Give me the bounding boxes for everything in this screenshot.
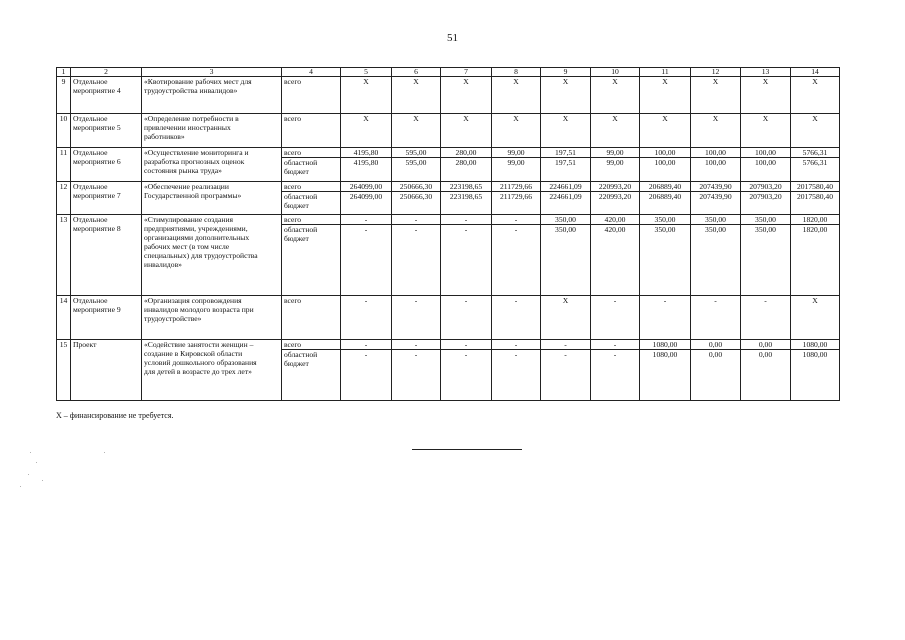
cell-line: Х	[612, 77, 618, 86]
value-cell	[541, 114, 591, 148]
cell-line: мероприятие 7	[73, 191, 121, 200]
value-cell	[441, 296, 492, 340]
header-cell: 2	[71, 68, 142, 77]
table-row	[57, 296, 840, 340]
closing-rule	[412, 449, 522, 450]
cell-line: 420,00	[591, 215, 639, 225]
header-cell: 8	[492, 68, 541, 77]
cell-line: -	[364, 225, 368, 234]
funding-source	[282, 340, 341, 401]
cell-line: Проект	[73, 340, 97, 349]
cell-line: 595,00	[405, 158, 427, 167]
value-cell	[441, 114, 492, 148]
footnote: Х – финансирование не требуется.	[56, 411, 174, 420]
cell-line: Отдельное	[73, 182, 108, 191]
cell-line: -	[364, 296, 368, 305]
cell-line: 595,00	[392, 148, 440, 158]
cell-line: «Осуществление мониторинга и	[144, 148, 249, 157]
header-row	[57, 68, 840, 77]
activity-name	[71, 148, 142, 182]
activity-name	[71, 114, 142, 148]
cell-line: 1080,00	[652, 350, 678, 359]
cell-line: -	[541, 340, 590, 350]
cell-line: Х	[413, 114, 419, 123]
cell-line: 220993,20	[598, 192, 632, 201]
scan-speck	[20, 486, 21, 487]
cell-line: 280,00	[441, 148, 491, 158]
value-cell	[441, 340, 492, 401]
value-cell	[791, 182, 840, 215]
cell-line: 1080,00	[791, 340, 839, 350]
value-cell	[541, 77, 591, 114]
cell-line: 224661,09	[541, 182, 590, 192]
value-cell	[640, 215, 691, 296]
cell-line: «Стимулирование создания	[144, 215, 233, 224]
value-cell	[492, 296, 541, 340]
header-cell: 3	[142, 68, 282, 77]
value-cell	[441, 77, 492, 114]
value-cell	[640, 148, 691, 182]
cell-line: -	[492, 340, 540, 350]
cell-line: «Квотирование рабочих мест для	[144, 77, 252, 86]
funding-source	[282, 77, 341, 114]
funding-source-label: всего	[282, 215, 340, 225]
value-cell	[392, 340, 441, 401]
cell-line: Х	[513, 77, 519, 86]
cell-line: мероприятие 6	[73, 157, 121, 166]
funding-source-label: всего	[282, 340, 340, 350]
value-cell	[541, 182, 591, 215]
cell-line: Х	[762, 114, 769, 123]
cell-line: Государственной программы»	[144, 191, 242, 200]
value-cell	[791, 148, 840, 182]
funding-source-label: всего	[282, 182, 340, 192]
cell-line: 5766,31	[791, 148, 839, 158]
value-cell	[392, 148, 441, 182]
value-cell	[341, 215, 392, 296]
value-cell	[691, 114, 741, 148]
cell-line: Отдельное	[73, 114, 108, 123]
value-cell	[591, 77, 640, 114]
cell-line: привлечении иностранных	[144, 123, 231, 132]
value-cell	[640, 182, 691, 215]
cell-line: Отдельное	[73, 296, 108, 305]
cell-line: 2017580,40	[796, 192, 834, 201]
cell-line: -	[464, 296, 468, 305]
cell-line: Х	[463, 114, 469, 123]
cell-line: 211729,66	[492, 182, 540, 192]
financing-table	[56, 67, 840, 401]
value-cell	[541, 340, 591, 401]
value-cell	[791, 340, 840, 401]
cell-line: 207903,20	[749, 192, 782, 201]
cell-line: специальных) для трудоустройства	[144, 251, 258, 260]
value-cell	[541, 215, 591, 296]
cell-line: -	[714, 296, 717, 305]
cell-line: 350,00	[541, 215, 590, 225]
row-number: 13	[57, 215, 71, 296]
header-cell: 12	[691, 68, 741, 77]
cell-line: «Определение потребности в	[144, 114, 239, 123]
table-row	[57, 340, 840, 401]
scan-speck	[42, 480, 43, 481]
cell-line: Х	[812, 114, 818, 123]
cell-line: -	[764, 296, 767, 305]
cell-line: Х	[562, 114, 569, 123]
header-cell: 9	[541, 68, 591, 77]
cell-line: «Обеспечение реализации	[144, 182, 229, 191]
value-cell	[492, 114, 541, 148]
cell-line: 264099,00	[349, 192, 383, 201]
value-cell	[791, 114, 840, 148]
header-cell: 4	[282, 68, 341, 77]
cell-line: 100,00	[691, 148, 740, 158]
cell-line: -	[392, 340, 440, 350]
cell-line: 350,00	[654, 225, 676, 234]
cell-line: 250666,30	[399, 192, 433, 201]
cell-line: -	[414, 296, 418, 305]
value-cell	[741, 148, 791, 182]
cell-line: 350,00	[705, 225, 726, 234]
value-cell	[591, 182, 640, 215]
cell-line: трудоустройстве»	[144, 314, 202, 323]
cell-line: 100,00	[640, 148, 690, 158]
cell-line: 223198,65	[449, 192, 483, 201]
cell-line: -	[414, 350, 418, 359]
cell-line: работников»	[144, 132, 185, 141]
scan-speck	[28, 474, 29, 475]
activity-description	[142, 215, 282, 296]
cell-line: 100,00	[654, 158, 676, 167]
cell-line: 350,00	[555, 225, 576, 234]
cell-line: -	[514, 225, 518, 234]
cell-line: 0,00	[691, 340, 740, 350]
value-cell	[741, 182, 791, 215]
cell-line: 264099,00	[341, 182, 391, 192]
value-cell	[691, 340, 741, 401]
cell-line: Х	[662, 77, 668, 86]
value-cell	[691, 215, 741, 296]
row-number: 10	[57, 114, 71, 148]
value-cell	[492, 148, 541, 182]
cell-line: -	[492, 215, 540, 225]
cell-line: -	[364, 350, 368, 359]
cell-line: 1820,00	[802, 225, 828, 234]
cell-line: -	[441, 215, 491, 225]
value-cell	[492, 182, 541, 215]
table-row	[57, 215, 840, 296]
value-cell	[341, 77, 392, 114]
cell-line: 0,00	[708, 350, 723, 359]
value-cell	[741, 296, 791, 340]
cell-line: 350,00	[640, 215, 690, 225]
cell-line: 0,00	[741, 340, 790, 350]
cell-line: 211729,66	[500, 192, 532, 201]
value-cell	[640, 114, 691, 148]
value-cell	[741, 114, 791, 148]
cell-line: 1080,00	[802, 350, 828, 359]
funding-source-label: всего	[284, 296, 302, 305]
cell-line: Х	[513, 114, 519, 123]
cell-line: 197,51	[555, 158, 576, 167]
value-cell	[541, 296, 591, 340]
cell-line: Х	[463, 77, 469, 86]
cell-line: инвалидов»	[144, 260, 182, 269]
cell-line: инвалидов молодого возраста при	[144, 305, 254, 314]
cell-line: 1080,00	[640, 340, 690, 350]
cell-line: для детей в возрасте до трех лет»	[144, 367, 252, 376]
cell-line: 4195,80	[341, 148, 391, 158]
value-cell	[640, 340, 691, 401]
cell-line: мероприятие 8	[73, 224, 121, 233]
value-cell	[441, 182, 492, 215]
cell-line: -	[663, 296, 667, 305]
cell-line: -	[514, 296, 518, 305]
funding-source-label: областной бюджет	[284, 350, 318, 368]
cell-line: условий дошкольного образования	[144, 358, 257, 367]
activity-name	[71, 296, 142, 340]
value-cell	[640, 77, 691, 114]
value-cell	[691, 182, 741, 215]
value-cell	[341, 296, 392, 340]
funding-source	[282, 182, 341, 215]
cell-line: Х	[413, 77, 419, 86]
value-cell	[441, 215, 492, 296]
table-row	[57, 114, 840, 148]
value-cell	[492, 215, 541, 296]
page-number: 51	[447, 32, 458, 44]
cell-line: -	[514, 350, 518, 359]
cell-line: 4195,80	[353, 158, 379, 167]
header-cell: 5	[341, 68, 392, 77]
funding-source	[282, 148, 341, 182]
value-cell	[541, 148, 591, 182]
cell-line: Х	[712, 77, 719, 86]
value-cell	[341, 182, 392, 215]
cell-line: -	[464, 225, 468, 234]
cell-line: 224661,09	[549, 192, 582, 201]
value-cell	[341, 148, 392, 182]
cell-line: трудоустройства инвалидов»	[144, 86, 238, 95]
cell-line: -	[613, 350, 617, 359]
cell-line: 0,00	[758, 350, 773, 359]
funding-source-label: областной бюджет	[284, 158, 318, 176]
cell-line: мероприятие 4	[73, 86, 121, 95]
value-cell	[341, 114, 392, 148]
cell-line: Х	[562, 77, 569, 86]
cell-line: -	[591, 340, 639, 350]
cell-line: состояния рынка труда»	[144, 166, 222, 175]
cell-line: Х	[562, 296, 569, 305]
value-cell	[741, 215, 791, 296]
cell-line: 100,00	[755, 158, 776, 167]
activity-name	[71, 77, 142, 114]
cell-line: 99,00	[591, 148, 639, 158]
activity-name	[71, 340, 142, 401]
header-cell: 1	[57, 68, 71, 77]
row-number: 11	[57, 148, 71, 182]
cell-line: 99,00	[492, 148, 540, 158]
cell-line: Х	[612, 114, 618, 123]
header-cell: 6	[392, 68, 441, 77]
funding-source-label: областной бюджет	[284, 225, 318, 243]
cell-line: -	[613, 296, 617, 305]
row-number: 14	[57, 296, 71, 340]
cell-line: 206889,40	[648, 192, 682, 201]
scan-speck	[104, 452, 105, 453]
cell-line: Отдельное	[73, 148, 108, 157]
cell-line: 207439,90	[699, 192, 732, 201]
table-row	[57, 77, 840, 114]
activity-description	[142, 114, 282, 148]
funding-source-label: областной бюджет	[284, 192, 318, 210]
value-cell	[492, 340, 541, 401]
cell-line: Отдельное	[73, 77, 108, 86]
activity-description	[142, 296, 282, 340]
row-number: 9	[57, 77, 71, 114]
cell-line: -	[464, 350, 468, 359]
cell-line: 350,00	[691, 215, 740, 225]
cell-line: 206889,40	[640, 182, 690, 192]
value-cell	[591, 340, 640, 401]
value-cell	[591, 296, 640, 340]
cell-line: Х	[363, 114, 369, 123]
cell-line: 100,00	[705, 158, 726, 167]
value-cell	[591, 114, 640, 148]
cell-line: 420,00	[604, 225, 626, 234]
funding-source-label: всего	[282, 148, 340, 158]
cell-line: -	[414, 225, 418, 234]
funding-source-label: всего	[284, 77, 302, 86]
cell-line: рабочих мест (в том числе	[144, 242, 230, 251]
cell-line: организациями дополнительных	[144, 233, 250, 242]
header-cell: 11	[640, 68, 691, 77]
cell-line: Х	[363, 77, 369, 86]
header-cell: 7	[441, 68, 492, 77]
value-cell	[791, 77, 840, 114]
cell-line: Х	[812, 77, 818, 86]
cell-line: предприятиями, учреждениями,	[144, 224, 248, 233]
value-cell	[591, 215, 640, 296]
value-cell	[591, 148, 640, 182]
cell-line: -	[441, 340, 491, 350]
value-cell	[791, 296, 840, 340]
cell-line: 2017580,40	[791, 182, 839, 192]
cell-line: 99,00	[507, 158, 525, 167]
cell-line: «Организация сопровождения	[144, 296, 242, 305]
cell-line: создание в Кировской области	[144, 349, 243, 358]
cell-line: 100,00	[741, 148, 790, 158]
cell-line: -	[341, 215, 391, 225]
cell-line: 207439,90	[691, 182, 740, 192]
activity-name	[71, 182, 142, 215]
value-cell	[392, 114, 441, 148]
table-row	[57, 182, 840, 215]
cell-line: 220993,20	[591, 182, 639, 192]
cell-line: -	[392, 215, 440, 225]
header-cell: 14	[791, 68, 840, 77]
cell-line: -	[341, 340, 391, 350]
scan-speck	[36, 462, 37, 463]
cell-line: 350,00	[755, 225, 776, 234]
value-cell	[691, 77, 741, 114]
funding-source	[282, 114, 341, 148]
table-row	[57, 148, 840, 182]
value-cell	[441, 148, 492, 182]
value-cell	[691, 148, 741, 182]
cell-line: «Содействие занятости женщин –	[144, 340, 254, 349]
cell-line: мероприятие 5	[73, 123, 121, 132]
cell-line: 99,00	[606, 158, 624, 167]
value-cell	[741, 340, 791, 401]
value-cell	[392, 77, 441, 114]
funding-source	[282, 215, 341, 296]
value-cell	[392, 215, 441, 296]
value-cell	[392, 182, 441, 215]
scan-speck	[30, 452, 31, 453]
cell-line: 250666,30	[392, 182, 440, 192]
value-cell	[341, 340, 392, 401]
cell-line: 5766,31	[802, 158, 828, 167]
cell-line: Х	[662, 114, 668, 123]
cell-line: 1820,00	[791, 215, 839, 225]
value-cell	[492, 77, 541, 114]
row-number: 15	[57, 340, 71, 401]
activity-description	[142, 182, 282, 215]
activity-description	[142, 148, 282, 182]
row-number: 12	[57, 182, 71, 215]
cell-line: Х	[812, 296, 818, 305]
header-cell: 10	[591, 68, 640, 77]
activity-name	[71, 215, 142, 296]
value-cell	[691, 296, 741, 340]
header-cell: 13	[741, 68, 791, 77]
funding-source	[282, 296, 341, 340]
funding-source-label: всего	[284, 114, 302, 123]
cell-line: разработка прогнозных оценок	[144, 157, 245, 166]
value-cell	[791, 215, 840, 296]
cell-line: -	[564, 350, 567, 359]
activity-description	[142, 77, 282, 114]
cell-line: мероприятие 9	[73, 305, 121, 314]
cell-line: 350,00	[741, 215, 790, 225]
cell-line: 280,00	[455, 158, 477, 167]
cell-line: Отдельное	[73, 215, 108, 224]
cell-line: 207903,20	[741, 182, 790, 192]
value-cell	[640, 296, 691, 340]
cell-line: Х	[712, 114, 719, 123]
cell-line: Х	[762, 77, 769, 86]
cell-line: 197,51	[541, 148, 590, 158]
value-cell	[741, 77, 791, 114]
cell-line: 223198,65	[441, 182, 491, 192]
activity-description	[142, 340, 282, 401]
value-cell	[392, 296, 441, 340]
